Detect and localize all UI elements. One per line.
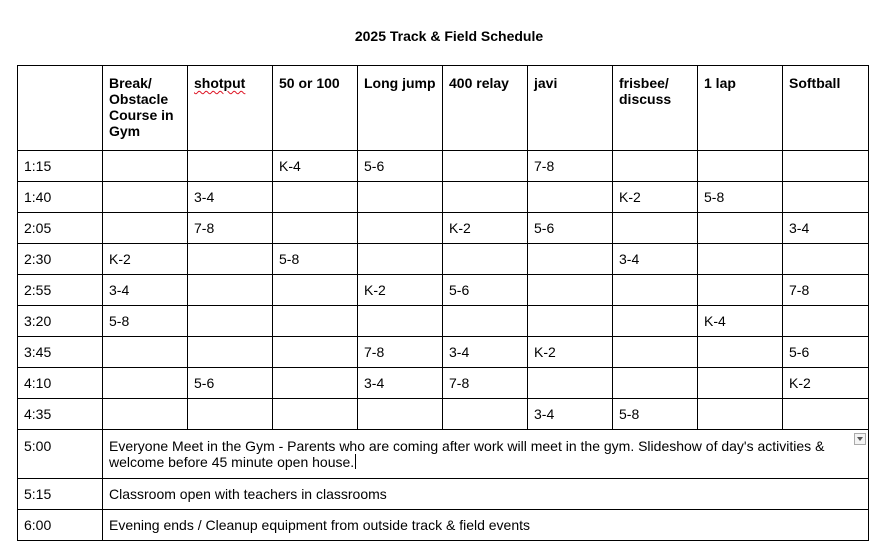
grade-cell[interactable] [188, 399, 273, 430]
grade-cell[interactable] [358, 182, 443, 213]
table-row [18, 510, 869, 541]
grade-cell[interactable]: K-2 [358, 275, 443, 306]
grade-cell[interactable] [358, 213, 443, 244]
grade-cell[interactable]: K-2 [103, 244, 188, 275]
grade-cell[interactable] [698, 244, 783, 275]
grade-cell[interactable] [528, 182, 613, 213]
grade-cell[interactable] [698, 368, 783, 399]
table-row [18, 244, 869, 275]
grade-cell[interactable] [443, 306, 528, 337]
grade-cell[interactable]: K-2 [443, 213, 528, 244]
grade-cell[interactable] [273, 213, 358, 244]
schedule-table [17, 65, 869, 541]
grade-cell[interactable]: 7-8 [528, 151, 613, 182]
grade-cell[interactable] [443, 182, 528, 213]
grade-cell[interactable]: 5-6 [358, 151, 443, 182]
grade-cell[interactable]: 3-4 [783, 213, 869, 244]
table-row [18, 275, 869, 306]
time-cell[interactable]: 2:05 [18, 213, 103, 244]
column-header[interactable]: 1 lap [698, 66, 783, 151]
grade-cell[interactable]: 5-8 [273, 244, 358, 275]
table-row [18, 306, 869, 337]
time-cell[interactable]: 6:00 [18, 510, 103, 541]
grade-cell[interactable]: 3-4 [358, 368, 443, 399]
grade-cell[interactable]: 5-8 [698, 182, 783, 213]
grade-cell[interactable]: K-4 [698, 306, 783, 337]
grade-cell[interactable] [273, 337, 358, 368]
grade-cell[interactable]: 5-6 [443, 275, 528, 306]
grade-cell[interactable] [783, 399, 869, 430]
column-header[interactable]: frisbee/ discuss [613, 66, 698, 151]
note-cell[interactable]: Evening ends / Cleanup equipment from outside track & field events [103, 510, 869, 541]
grade-cell[interactable]: 3-4 [443, 337, 528, 368]
column-header[interactable]: Break/ Obstacle Course in Gym [103, 66, 188, 151]
grade-cell[interactable] [698, 151, 783, 182]
time-cell[interactable]: 5:00 [18, 430, 103, 479]
grade-cell[interactable] [188, 306, 273, 337]
grade-cell[interactable] [528, 244, 613, 275]
grade-cell[interactable] [783, 151, 869, 182]
header-row [18, 66, 869, 151]
time-cell[interactable]: 4:10 [18, 368, 103, 399]
grade-cell[interactable] [783, 244, 869, 275]
grade-cell[interactable] [273, 306, 358, 337]
grade-cell[interactable] [613, 151, 698, 182]
grade-cell[interactable] [103, 213, 188, 244]
grade-cell[interactable] [528, 306, 613, 337]
column-header[interactable]: Softball [783, 66, 869, 151]
table-row [18, 479, 869, 510]
time-cell[interactable]: 5:15 [18, 479, 103, 510]
note-cell[interactable]: Classroom open with teachers in classrooms [103, 479, 869, 510]
grade-cell[interactable]: 3-4 [613, 244, 698, 275]
grade-cell[interactable]: 3-4 [188, 182, 273, 213]
grade-cell[interactable] [188, 151, 273, 182]
grade-cell[interactable]: 3-4 [528, 399, 613, 430]
misspelled-word: shotput [194, 75, 246, 91]
dropdown-icon[interactable] [854, 433, 866, 445]
grade-cell[interactable]: 7-8 [188, 213, 273, 244]
grade-cell[interactable]: 5-6 [528, 213, 613, 244]
column-header[interactable]: 50 or 100 [273, 66, 358, 151]
grade-cell[interactable] [103, 151, 188, 182]
column-header[interactable] [18, 66, 103, 151]
grade-cell[interactable]: K-4 [273, 151, 358, 182]
time-cell[interactable]: 3:20 [18, 306, 103, 337]
grade-cell[interactable]: 5-8 [103, 306, 188, 337]
note-text: Everyone Meet in the Gym - Parents who are coming after work will meet in the gym. Slideshow of day's activities & welcome before 45 minute open house. [109, 438, 825, 470]
grade-cell[interactable] [103, 368, 188, 399]
table-row [18, 368, 869, 399]
grade-cell[interactable] [443, 151, 528, 182]
grade-cell[interactable] [273, 368, 358, 399]
grade-cell[interactable] [273, 182, 358, 213]
grade-cell[interactable] [103, 337, 188, 368]
table-row [18, 399, 869, 430]
column-header[interactable]: javi [528, 66, 613, 151]
grade-cell[interactable]: 7-8 [358, 337, 443, 368]
grade-cell[interactable] [613, 213, 698, 244]
grade-cell[interactable] [698, 213, 783, 244]
grade-cell[interactable] [698, 275, 783, 306]
grade-cell[interactable] [613, 368, 698, 399]
time-cell[interactable]: 2:30 [18, 244, 103, 275]
grade-cell[interactable] [103, 399, 188, 430]
grade-cell[interactable] [613, 337, 698, 368]
table-row [18, 337, 869, 368]
grade-cell[interactable] [358, 306, 443, 337]
grade-cell[interactable] [443, 244, 528, 275]
time-cell[interactable]: 1:15 [18, 151, 103, 182]
grade-cell[interactable] [188, 337, 273, 368]
grade-cell[interactable] [698, 337, 783, 368]
table-row [18, 182, 869, 213]
grade-cell[interactable] [188, 275, 273, 306]
grade-cell[interactable] [443, 399, 528, 430]
grade-cell[interactable] [273, 399, 358, 430]
table-row [18, 151, 869, 182]
grade-cell[interactable] [358, 399, 443, 430]
grade-cell[interactable] [528, 275, 613, 306]
grade-cell[interactable]: K-2 [783, 368, 869, 399]
grade-cell[interactable]: K-2 [528, 337, 613, 368]
time-cell[interactable]: 3:45 [18, 337, 103, 368]
table-row [18, 430, 869, 479]
grade-cell[interactable] [358, 244, 443, 275]
grade-cell[interactable]: 7-8 [443, 368, 528, 399]
column-header[interactable] [188, 66, 273, 151]
grade-cell[interactable] [613, 306, 698, 337]
grade-cell[interactable] [613, 275, 698, 306]
grade-cell[interactable]: K-2 [613, 182, 698, 213]
text-cursor [355, 454, 356, 469]
time-cell[interactable]: 2:55 [18, 275, 103, 306]
time-cell[interactable]: 4:35 [18, 399, 103, 430]
grade-cell[interactable]: 7-8 [783, 275, 869, 306]
note-cell[interactable] [103, 430, 869, 479]
page-title: 2025 Track & Field Schedule [354, 28, 544, 44]
column-header[interactable]: Long jump [358, 66, 443, 151]
grade-cell[interactable] [783, 306, 869, 337]
grade-cell[interactable] [783, 182, 869, 213]
grade-cell[interactable] [698, 399, 783, 430]
grade-cell[interactable]: 5-6 [188, 368, 273, 399]
column-header[interactable]: 400 relay [443, 66, 528, 151]
table-row [18, 213, 869, 244]
grade-cell[interactable]: 3-4 [103, 275, 188, 306]
grade-cell[interactable]: 5-8 [613, 399, 698, 430]
grade-cell[interactable] [103, 182, 188, 213]
grade-cell[interactable] [528, 368, 613, 399]
grade-cell[interactable] [273, 275, 358, 306]
time-cell[interactable]: 1:40 [18, 182, 103, 213]
grade-cell[interactable] [188, 244, 273, 275]
grade-cell[interactable]: 5-6 [783, 337, 869, 368]
